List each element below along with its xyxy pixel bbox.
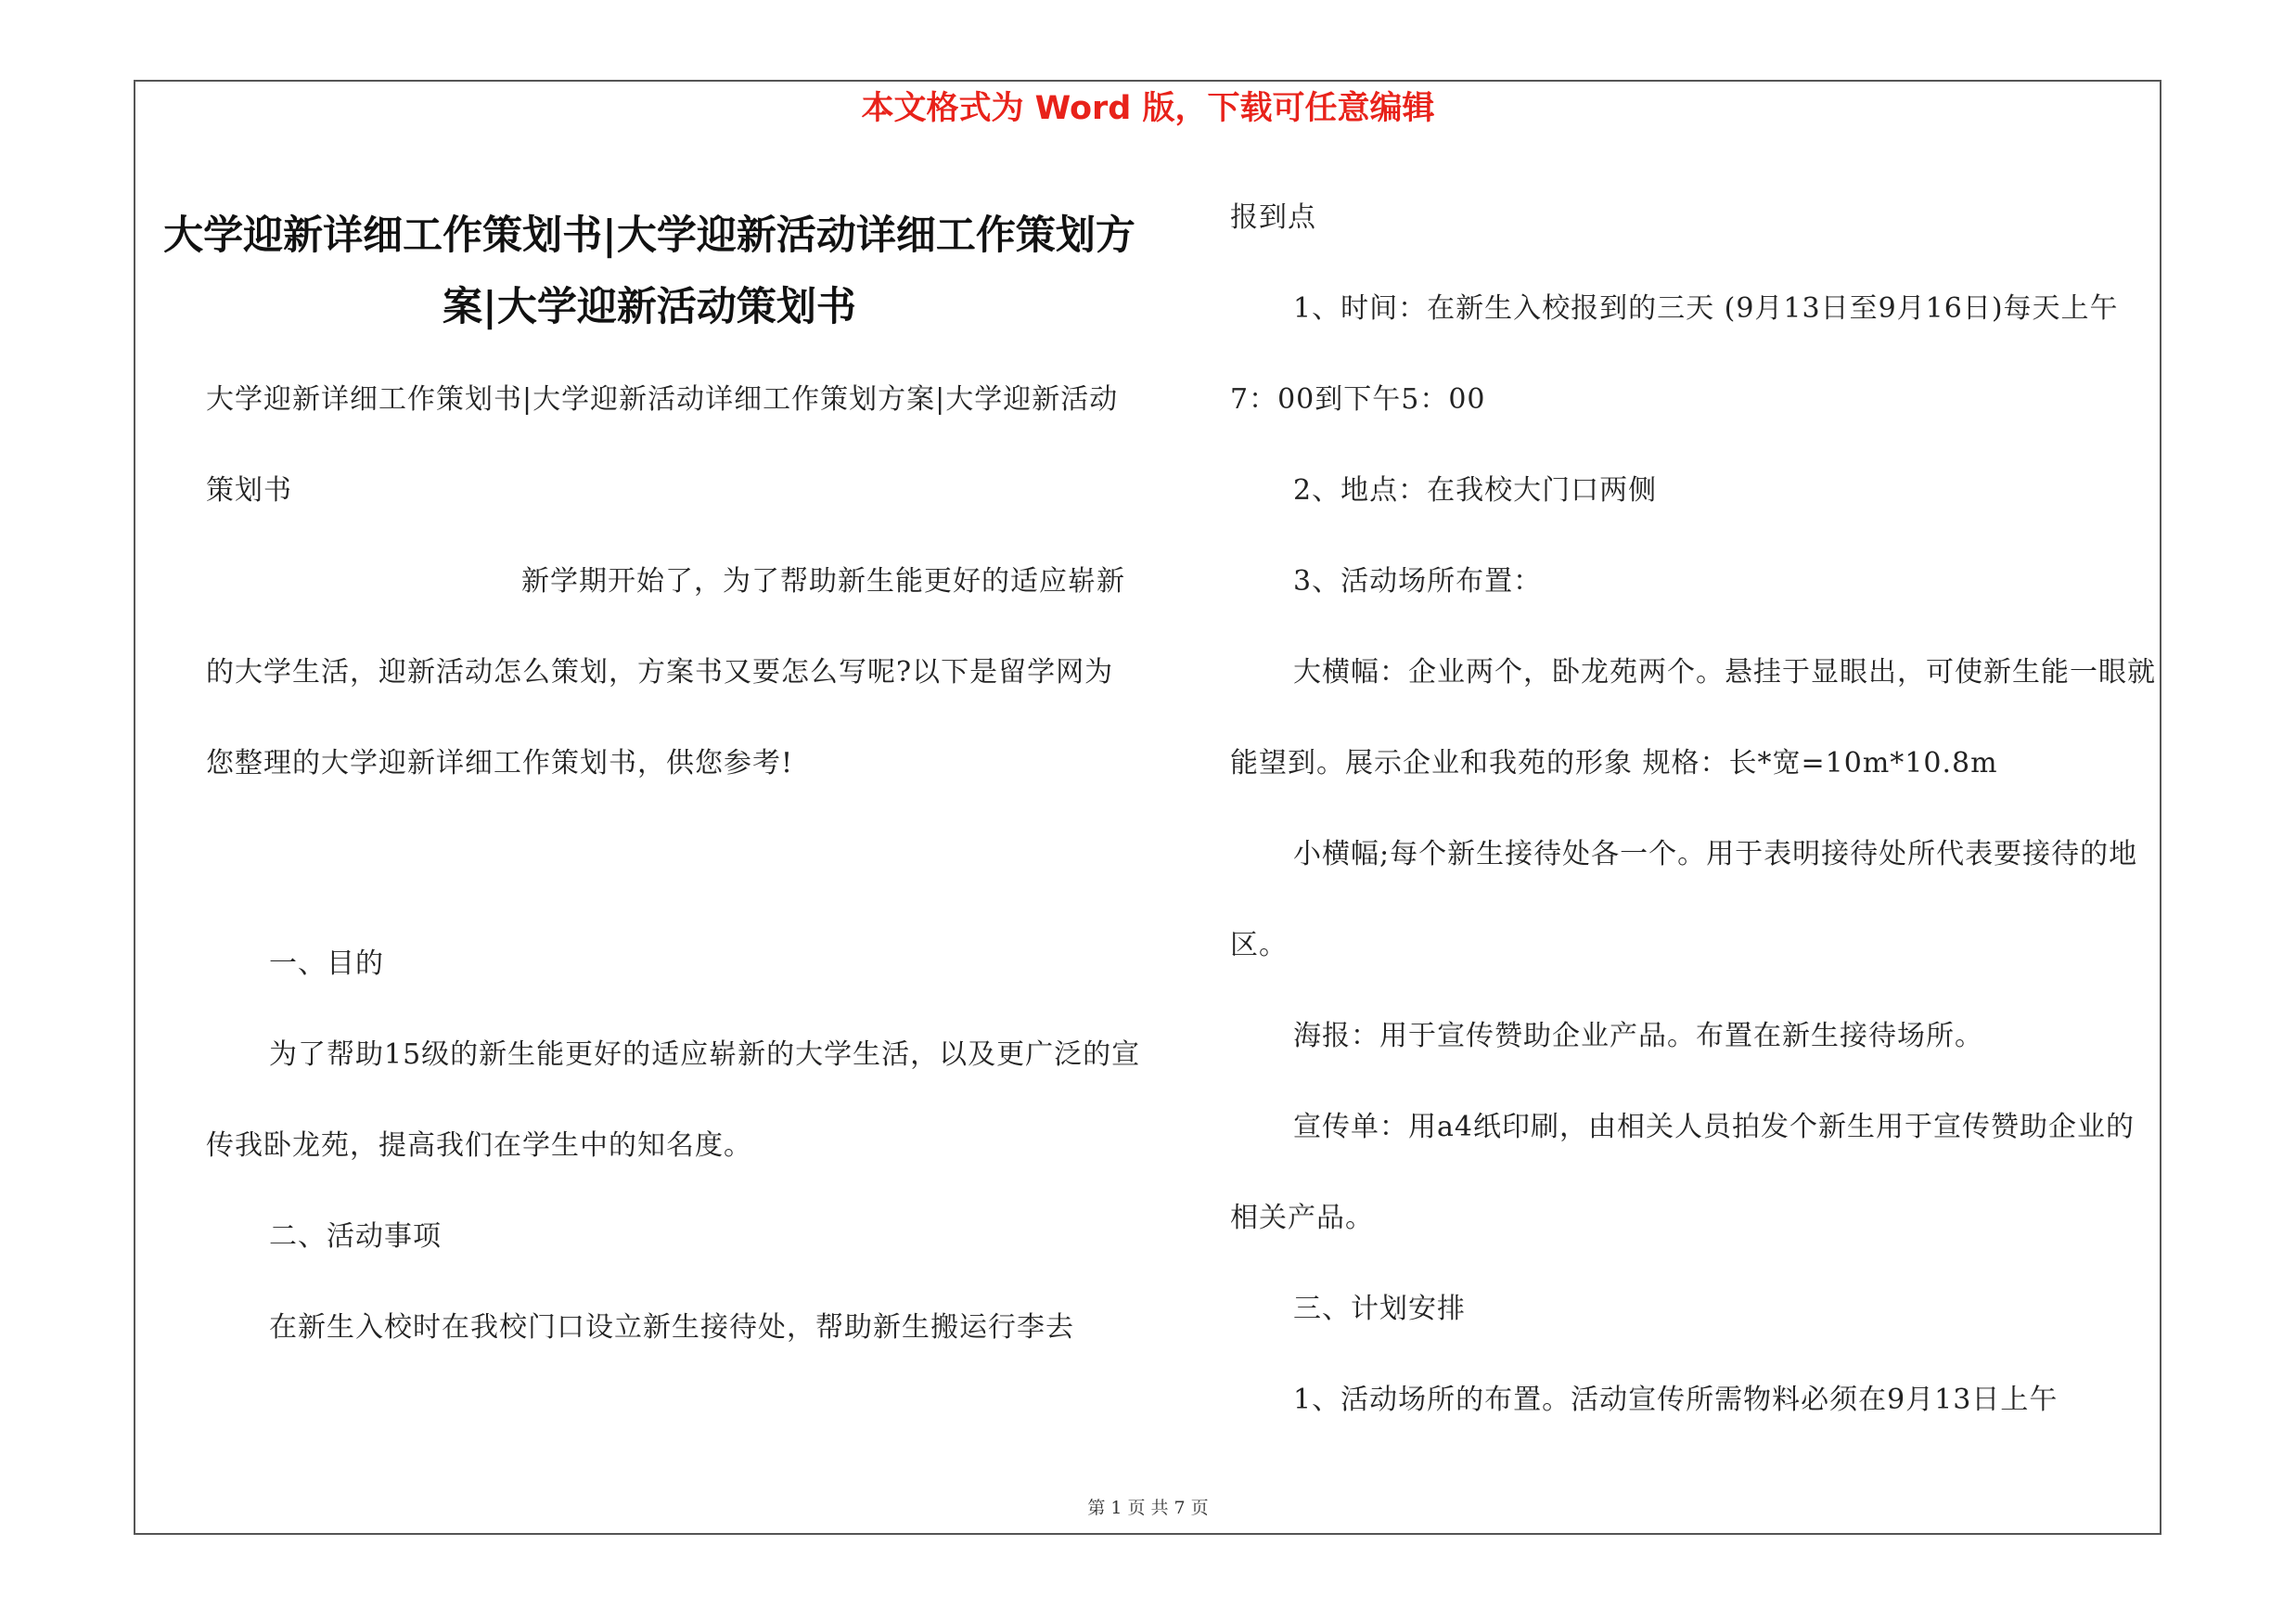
- document-title: 大学迎新详细工作策划书|大学迎新活动详细工作策划方案|大学迎新活动策划书: [163, 213, 1135, 330]
- layout-heading: 3、活动场所布置：: [1293, 565, 1543, 598]
- subtitle-paragraph: 大学迎新详细工作策划书|大学迎新活动详细工作策划方案|大学迎新活动策划书: [206, 383, 1119, 507]
- continuation-text: 报到点: [1230, 201, 1316, 234]
- plan-item-1: 1、活动场所的布置。活动宣传所需物料必须在9月13日上午: [1293, 1384, 2059, 1416]
- small-banner-paragraph: 小横幅;每个新生接待处各一个。用于表明接待处所代表要接待的地区。: [1230, 838, 2138, 961]
- purpose-paragraph: 为了帮助15级的新生能更好的适应崭新的大学生活，以及更广泛的宣传我卧龙苑，提高我们在学生中的知名度。: [206, 1038, 1141, 1162]
- poster-paragraph: 海报：用于宣传赞助企业产品。布置在新生接待场所。: [1293, 1020, 1983, 1052]
- page-number-footer: 第 1 页 共 7 页: [1087, 1498, 1209, 1518]
- intro-paragraph: 新学期开始了，为了帮助新生能更好的适应崭新的大学生活，迎新活动怎么策划，方案书又要怎么写呢?以下是留学网为您整理的大学迎新详细工作策划书，供您参考!: [206, 565, 1125, 779]
- flyer-paragraph: 宣传单：用a4纸印刷，由相关人员拍发个新生用于宣传赞助企业的相关产品。: [1230, 1111, 2135, 1234]
- left-column: [158, 176, 1141, 1373]
- right-column: [1230, 176, 2156, 1446]
- section-heading-plan: 三、计划安排: [1293, 1293, 1466, 1325]
- big-banner-paragraph: 大横幅：企业两个，卧龙苑两个。悬挂于显眼出，可使新生能一眼就能望到。展示企业和我苑的形象 规格：长*宽=10m*10.8m: [1230, 656, 2156, 779]
- format-banner: 本文格式为 Word 版，下载可任意编辑: [861, 90, 1435, 127]
- section-heading-purpose: 一、目的: [269, 947, 384, 980]
- section-heading-activities: 二、活动事项: [269, 1220, 442, 1253]
- activities-paragraph: 在新生入校时在我校门口设立新生接待处，帮助新生搬运行李去: [269, 1311, 1074, 1344]
- time-paragraph: 1、时间：在新生入校报到的三天 (9月13日至9月16日)每天上午7：00到下午5：00: [1230, 292, 2119, 416]
- place-paragraph: 2、地点：在我校大门口两侧: [1293, 474, 1658, 507]
- spacer: [158, 809, 1141, 919]
